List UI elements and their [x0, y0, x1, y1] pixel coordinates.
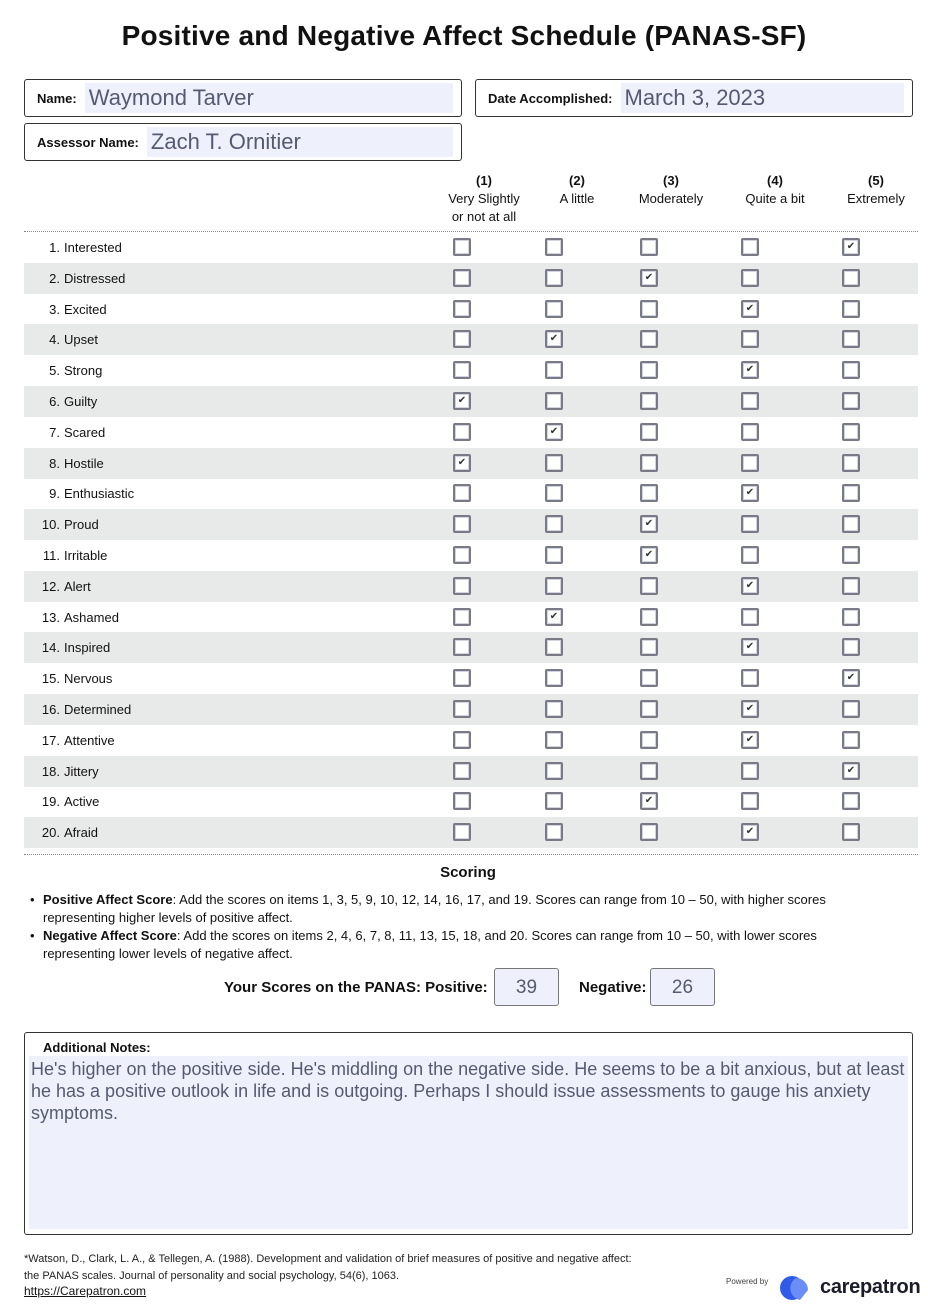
checkbox-rating-2[interactable]: [545, 577, 563, 595]
item-text: Nervous: [64, 671, 113, 687]
checkbox-rating-5[interactable]: [842, 454, 860, 472]
name-label: Name:: [37, 90, 77, 106]
column-header-4: [720, 172, 830, 208]
checkbox-rating-4[interactable]: [741, 269, 759, 287]
checkbox-rating-4[interactable]: ✔: [741, 577, 759, 595]
checkbox-rating-2[interactable]: [545, 515, 563, 533]
checkbox-rating-4[interactable]: ✔: [741, 484, 759, 502]
item-label: [24, 355, 424, 386]
checkbox-rating-5[interactable]: [842, 392, 860, 410]
table-row: [24, 263, 918, 294]
bottom-divider: [24, 854, 918, 855]
assessor-field-box: [24, 123, 462, 161]
column-number: (4): [767, 173, 783, 188]
checkbox-rating-5[interactable]: [842, 823, 860, 841]
checkbox-rating-4[interactable]: [741, 515, 759, 533]
checkbox-rating-5[interactable]: [842, 546, 860, 564]
column-number: (5): [868, 173, 884, 188]
table-row: [24, 602, 918, 633]
checkbox-rating-3[interactable]: [640, 238, 658, 256]
item-label: [24, 663, 424, 694]
checkbox-rating-4[interactable]: [741, 669, 759, 687]
checkbox-rating-5[interactable]: [842, 731, 860, 749]
checkbox-rating-1[interactable]: [453, 823, 471, 841]
item-label: [24, 725, 424, 756]
item-label: [24, 694, 424, 725]
item-text: Distressed: [64, 270, 126, 286]
scores-line: [0, 968, 928, 1006]
checkbox-rating-4[interactable]: [741, 608, 759, 626]
item-number: 4.: [49, 332, 60, 348]
table-row: [24, 324, 918, 355]
checkbox-rating-2[interactable]: [545, 638, 563, 656]
item-text: Jittery: [64, 763, 99, 779]
item-text: Scared: [64, 424, 106, 440]
table-row: [24, 817, 918, 848]
item-label: [24, 571, 424, 602]
checkbox-rating-3[interactable]: ✔: [640, 792, 658, 810]
checkbox-rating-3[interactable]: [640, 700, 658, 718]
checkbox-rating-3[interactable]: ✔: [640, 515, 658, 533]
name-field-box: [24, 79, 462, 117]
positive-score-input[interactable]: 39: [494, 968, 559, 1006]
checkbox-rating-2[interactable]: [545, 792, 563, 810]
checkbox-rating-4[interactable]: [741, 454, 759, 472]
page-title: Positive and Negative Affect Schedule (PANAS-SF): [121, 20, 807, 51]
item-number: 16.: [41, 702, 60, 717]
checkbox-rating-1[interactable]: [453, 546, 471, 564]
checkbox-rating-2[interactable]: [545, 762, 563, 780]
item-number: 18.: [41, 763, 60, 779]
checkbox-rating-3[interactable]: [640, 423, 658, 441]
column-label-line2: or not at all: [451, 209, 517, 224]
negative-score-label: Negative:: [579, 979, 647, 996]
checkbox-rating-5[interactable]: ✔: [842, 762, 860, 780]
column-header-3: [616, 172, 726, 208]
column-number: (1): [476, 173, 492, 188]
checkbox-rating-2[interactable]: [545, 361, 563, 379]
item-text: Active: [64, 794, 100, 810]
checkbox-rating-1[interactable]: [453, 700, 471, 718]
checkbox-rating-2[interactable]: ✔: [545, 608, 563, 626]
table-row: [24, 756, 918, 787]
table-row: [24, 417, 918, 448]
checkbox-rating-1[interactable]: [453, 423, 471, 441]
checkbox-rating-1[interactable]: [453, 731, 471, 749]
checkbox-rating-5[interactable]: [842, 484, 860, 502]
name-input[interactable]: Waymond Tarver: [85, 83, 453, 113]
table-row: [24, 386, 918, 417]
table-row: [24, 478, 918, 509]
checkbox-rating-1[interactable]: [453, 792, 471, 810]
item-label: [24, 294, 424, 325]
item-number: 17.: [41, 732, 60, 748]
checkbox-rating-2[interactable]: [545, 700, 563, 718]
table-row: [24, 663, 918, 694]
item-label: [24, 602, 424, 633]
checkbox-rating-3[interactable]: [640, 731, 658, 749]
checkbox-rating-1[interactable]: [453, 330, 471, 348]
checkbox-rating-1[interactable]: [453, 608, 471, 626]
checkbox-rating-3[interactable]: [640, 392, 658, 410]
checkbox-rating-5[interactable]: ✔: [842, 669, 860, 687]
column-number: (2): [569, 173, 585, 188]
table-row: [24, 694, 918, 725]
checkbox-rating-3[interactable]: [640, 638, 658, 656]
checkbox-rating-5[interactable]: [842, 638, 860, 656]
checkbox-rating-4[interactable]: ✔: [741, 361, 759, 379]
carepatron-link[interactable]: https://Carepatron.com: [24, 1284, 147, 1298]
item-label: [24, 756, 424, 787]
checkbox-rating-2[interactable]: ✔: [545, 330, 563, 348]
item-text: Proud: [64, 517, 99, 533]
table-row: [24, 355, 918, 386]
item-label: [24, 817, 424, 848]
item-text: Alert: [64, 578, 91, 594]
checkbox-rating-3[interactable]: [640, 577, 658, 595]
item-number: 9.: [49, 486, 60, 502]
table-row: [24, 232, 918, 263]
item-label: [24, 478, 424, 509]
item-number: 2.: [49, 270, 60, 286]
item-number: 1.: [49, 240, 60, 255]
negative-score-instruction: [30, 927, 890, 963]
notes-textarea[interactable]: He's higher on the positive side. He's middling on the negative side. He seems to be a bit anxious, but at least he has a positive outlook in life and is outgoing. Perhaps I should issue assessments to gauge his anxiety symptoms.: [29, 1056, 908, 1229]
checkbox-rating-4[interactable]: [741, 762, 759, 780]
item-label: [24, 386, 424, 417]
checkbox-rating-4[interactable]: [741, 546, 759, 564]
date-field-box: [475, 79, 913, 117]
checkbox-rating-1[interactable]: ✔: [453, 454, 471, 472]
checkbox-rating-5[interactable]: [842, 577, 860, 595]
item-label: [24, 632, 424, 663]
item-number: 5.: [49, 363, 60, 379]
checkbox-rating-1[interactable]: [453, 762, 471, 780]
item-text: Determined: [64, 702, 132, 717]
checkbox-rating-5[interactable]: [842, 608, 860, 626]
checkbox-rating-4[interactable]: [741, 392, 759, 410]
checkbox-rating-5[interactable]: [842, 361, 860, 379]
checkbox-rating-3[interactable]: [640, 484, 658, 502]
citation: [24, 1251, 724, 1285]
column-label: Moderately: [638, 191, 704, 206]
checkbox-rating-5[interactable]: [842, 423, 860, 441]
carepatron-logo: [778, 1274, 921, 1302]
checkbox-rating-2[interactable]: [545, 454, 563, 472]
item-text: Upset: [64, 332, 98, 348]
checkbox-rating-2[interactable]: [545, 731, 563, 749]
table-row: [24, 632, 918, 663]
item-number: 13.: [41, 609, 60, 625]
item-text: Excited: [64, 301, 107, 317]
checkbox-rating-2[interactable]: [545, 546, 563, 564]
checkbox-rating-1[interactable]: ✔: [453, 392, 471, 410]
checkbox-rating-1[interactable]: [453, 238, 471, 256]
item-label: [24, 448, 424, 479]
checkbox-rating-1[interactable]: [453, 484, 471, 502]
item-number: 19.: [41, 794, 60, 810]
positive-score-label: Your Scores on the PANAS: Positive:: [224, 979, 488, 996]
item-number: 20.: [41, 825, 60, 841]
checkbox-rating-1[interactable]: [453, 269, 471, 287]
item-text: Inspired: [64, 640, 111, 656]
negative-score-input[interactable]: 26: [650, 968, 715, 1006]
checkbox-rating-3[interactable]: [640, 823, 658, 841]
checkbox-rating-5[interactable]: [842, 269, 860, 287]
column-number: (3): [663, 173, 679, 188]
checkbox-rating-2[interactable]: ✔: [545, 423, 563, 441]
assessor-input[interactable]: Zach T. Ornitier: [147, 127, 453, 157]
checkbox-rating-3[interactable]: [640, 454, 658, 472]
item-label: [24, 263, 424, 294]
item-label: [24, 232, 424, 263]
checkbox-rating-2[interactable]: [545, 392, 563, 410]
checkbox-rating-5[interactable]: [842, 330, 860, 348]
checkbox-rating-2[interactable]: [545, 300, 563, 318]
table-row: [24, 786, 918, 817]
item-text: Enthusiastic: [64, 486, 135, 502]
checkbox-rating-1[interactable]: [453, 515, 471, 533]
positive-score-text: : Add the scores on items 1, 3, 5, 9, 10, 12, 14, 16, 17, and 19. Scores can range from 10 – 50, with higher scores representing higher levels of positive affect.: [43, 892, 826, 925]
item-text: Hostile: [64, 455, 104, 471]
column-label: A little: [559, 191, 595, 206]
checkbox-rating-4[interactable]: [741, 330, 759, 348]
item-text: Attentive: [64, 732, 115, 748]
table-row: [24, 448, 918, 479]
item-text: Guilty: [64, 394, 98, 409]
checkbox-rating-3[interactable]: [640, 762, 658, 780]
positive-score-term: Positive Affect Score: [43, 892, 173, 907]
checkbox-rating-2[interactable]: [545, 269, 563, 287]
checkbox-rating-4[interactable]: ✔: [741, 638, 759, 656]
checkbox-rating-3[interactable]: ✔: [640, 546, 658, 564]
citation-line-1: *Watson, D., Clark, L. A., & Tellegen, A. (1988). Development and validation of brief measures of positive and negative affect:: [24, 1253, 632, 1265]
checkbox-rating-3[interactable]: [640, 608, 658, 626]
citation-line-2: the PANAS scales. Journal of personality and social psychology, 54(6), 1063.: [24, 1270, 400, 1282]
powered-by-label: Powered by: [726, 1277, 769, 1286]
assessor-label: Assessor Name:: [37, 134, 139, 150]
table-row: [24, 294, 918, 325]
item-label: [24, 417, 424, 448]
checkbox-rating-3[interactable]: [640, 300, 658, 318]
checkbox-rating-5[interactable]: [842, 700, 860, 718]
carepatron-brand-text: carepatron: [820, 1276, 921, 1298]
checkbox-rating-1[interactable]: [453, 638, 471, 656]
column-label: Quite a bit: [745, 191, 805, 206]
checkbox-rating-4[interactable]: ✔: [741, 300, 759, 318]
table-row: [24, 725, 918, 756]
item-number: 10.: [41, 517, 60, 533]
carepatron-logo-icon: [778, 1274, 818, 1302]
checkbox-rating-5[interactable]: [842, 300, 860, 318]
item-text: Afraid: [64, 825, 98, 841]
checkbox-rating-4[interactable]: [741, 238, 759, 256]
table-row: [24, 540, 918, 571]
checkbox-rating-3[interactable]: [640, 361, 658, 379]
scoring-title: Scoring: [440, 864, 496, 881]
checkbox-rating-1[interactable]: [453, 577, 471, 595]
item-text: Ashamed: [64, 609, 119, 625]
item-label: [24, 509, 424, 540]
date-label: Date Accomplished:: [488, 90, 613, 106]
checkbox-rating-2[interactable]: [545, 823, 563, 841]
checkbox-rating-4[interactable]: ✔: [741, 700, 759, 718]
positive-score-instruction: [30, 891, 890, 927]
column-label: Extremely: [847, 191, 905, 206]
checkbox-rating-5[interactable]: ✔: [842, 238, 860, 256]
notes-box: [24, 1032, 913, 1235]
checkbox-rating-4[interactable]: [741, 792, 759, 810]
column-label: Very Slightly: [448, 191, 520, 206]
item-number: 8.: [49, 455, 60, 471]
table-row: [24, 509, 918, 540]
item-label: [24, 786, 424, 817]
checkbox-rating-3[interactable]: ✔: [640, 269, 658, 287]
checkbox-rating-2[interactable]: [545, 238, 563, 256]
checkbox-rating-5[interactable]: [842, 792, 860, 810]
item-number: 12.: [41, 578, 60, 594]
item-number: 6.: [49, 394, 60, 409]
table-row: [24, 571, 918, 602]
notes-label: Additional Notes:: [43, 1040, 151, 1055]
date-input[interactable]: March 3, 2023: [621, 83, 905, 113]
checkbox-rating-2[interactable]: [545, 484, 563, 502]
item-text: Irritable: [64, 548, 108, 563]
checkbox-rating-4[interactable]: ✔: [741, 823, 759, 841]
item-number: 14.: [41, 640, 60, 656]
item-text: Interested: [64, 240, 122, 255]
item-number: 7.: [49, 424, 60, 440]
checkbox-rating-4[interactable]: [741, 423, 759, 441]
item-number: 11.: [42, 548, 60, 563]
negative-score-term: Negative Affect Score: [43, 928, 177, 943]
checkbox-rating-2[interactable]: [545, 669, 563, 687]
checkbox-rating-3[interactable]: [640, 330, 658, 348]
column-header-5: [821, 172, 928, 208]
item-label: [24, 540, 424, 571]
item-text: Strong: [64, 363, 103, 379]
checkbox-rating-1[interactable]: [453, 300, 471, 318]
checkbox-rating-1[interactable]: [453, 669, 471, 687]
checkbox-rating-1[interactable]: [453, 361, 471, 379]
item-number: 3.: [49, 301, 60, 317]
checkbox-rating-4[interactable]: ✔: [741, 731, 759, 749]
checkbox-rating-5[interactable]: [842, 515, 860, 533]
checkbox-rating-3[interactable]: [640, 669, 658, 687]
negative-score-text: : Add the scores on items 2, 4, 6, 7, 8, 11, 13, 15, 18, and 20. Scores can range from 10 – 50, with lower scores representing lower levels of negative affect.: [43, 928, 817, 961]
scoring-instructions: [30, 891, 890, 963]
item-label: [24, 324, 424, 355]
item-number: 15.: [41, 671, 60, 687]
